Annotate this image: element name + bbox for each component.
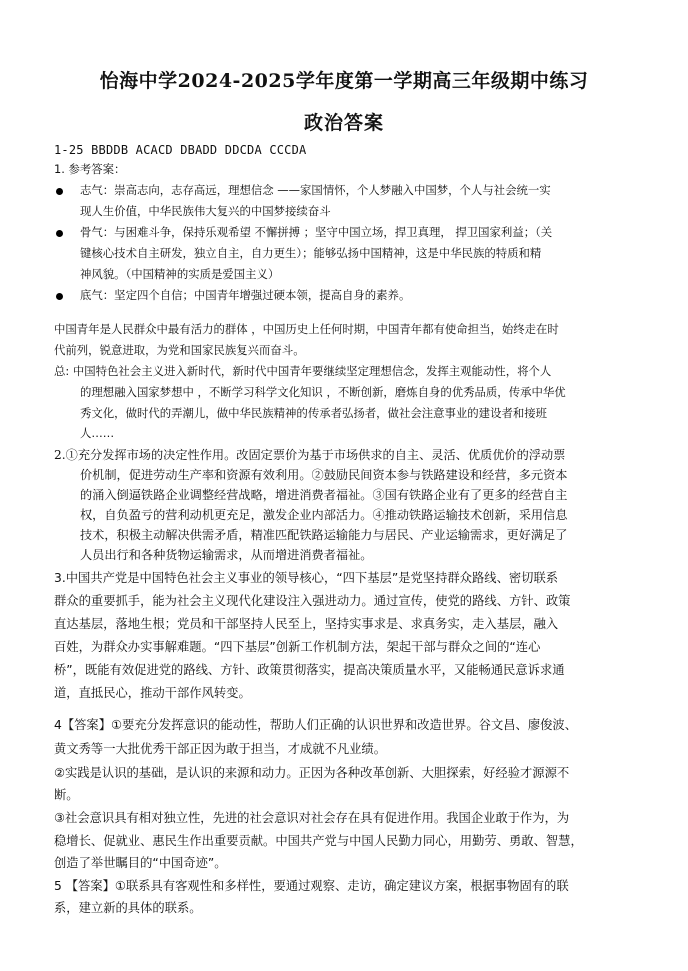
q4-line-1: 4【答案】①要充分发挥意识的能动性，帮助人们正确的认识世界和改造世界。谷文昌、廖俊波、 — [54, 718, 578, 732]
q2-line-2: 价机制，促进劳动生产率和资源有效利用。②鼓励民间资本参与铁路建设和经营，多元资本 — [80, 468, 568, 482]
q1-summary-line-4: 人…… — [80, 426, 115, 440]
bullet-icon — [56, 230, 63, 237]
q1-bullet-2-line-3: 神风貌。（中国精神的实质是爱国主义） — [80, 267, 280, 281]
q5-line-1: 5 【答案】①联系具有客观性和多样性，要通过观察、走访，确定建议方案，根据事物固有的联 — [54, 879, 569, 893]
page-title: 怡海中学2024-2025学年度第一学期高三年级期中练习 — [99, 70, 589, 92]
q4-line-5: ③社会意识具有相对独立性，先进的社会意识对社会存在具有促进作用。我国企业敢于作为，为 — [54, 811, 570, 825]
q4-line-7: 创造了举世瞩目的“中国奇迹”。 — [54, 856, 227, 870]
bullet-icon — [56, 293, 63, 300]
q3-line-1: 3.中国共产党是中国特色社会主义事业的领导核心，“四下基层”是党坚持群众路线、密切联系 — [54, 571, 559, 585]
answer-key-line: 1-25 BBDDB ACACD DBADD DDCDA CCCDA — [54, 143, 307, 157]
q1-bullet-1-line-1: 志气：崇高志向，志存高远，理想信念 ——家国情怀，个人梦融入中国梦，个人与社会统一实 — [80, 183, 551, 197]
q1-bullet-2-line-1: 骨气：与困难斗争，保持乐观希望 不懈拼搏 ；坚守中国立场，捍卫真理， 捍卫国家利益；（关 — [80, 225, 553, 239]
q4-line-4: 断。 — [54, 788, 79, 802]
q1-paragraph-line-1: 中国青年是人民群众中最有活力的群体 ，中国历史上任何时期，中国青年都有使命担当，始终走在时 — [54, 322, 559, 336]
q3-line-4: 百姓，为群众办实事解难题。“四下基层”创新工作机制方法，架起干部与群众之间的“连心 — [54, 640, 541, 654]
q3-line-3: 直达基层，落地生根；党员和干部坚持人民至上，坚持实事求是、求真务实，走入基层，融入 — [54, 617, 559, 631]
q3-line-6: 道，直抵民心，推动干部作风转变。 — [54, 686, 251, 700]
q4-line-6: 稳增长、促就业、惠民生作出重要贡献。中国共产党与中国人民勤力同心，用勤劳、勇敢、智慧， — [54, 834, 583, 848]
q1-bullet-3-line-1: 底气：坚定四个自信；中国青年增强过硬本领，提高自身的素养。 — [80, 288, 411, 302]
q4-line-2: 黄文秀等一大批优秀干部正因为敢于担当，才成就不凡业绩。 — [54, 742, 387, 756]
q2-line-4: 权，自负盈亏的营利动机更充足，激发企业内部活力。④推动铁路运输技术创新，采用信息 — [80, 508, 568, 522]
bullet-icon — [56, 188, 63, 195]
q1-summary-line-1: 总: 中国特色社会主义进入新时代，新时代中国青年要继续坚定理想信念，发挥主观能动性，将个人 — [54, 364, 552, 378]
q3-line-5: 桥”，既能有效促进党的路线、方针、政策贯彻落实，提高决策质量水平，又能畅通民意诉求通 — [54, 663, 565, 677]
q2-line-3: 的涌入倒逼铁路企业调整经营战略，增进消费者福祉。③国有铁路企业有了更多的经营自主 — [80, 488, 568, 502]
q3-line-2: 群众的重要抓手，能为社会主义现代化建设注入强进动力。通过宣传，使党的路线、方针、政策 — [54, 594, 571, 608]
q1-summary-line-2: 的理想融入国家梦想中 ，不断学习科学文化知识 ，不断创新，磨炼自身的优秀品质，传承中华优 — [80, 385, 566, 399]
q2-line-6: 人员出行和各种货物运输需求，从而增进消费者福祉。 — [80, 548, 373, 562]
q2-line-5: 技术，积极主动解决供需矛盾，精准匹配铁路运输能力与居民、产业运输需求，更好满足了 — [80, 528, 568, 542]
q5-line-2: 系，建立新的具体的联系。 — [54, 901, 202, 915]
q1-paragraph-line-2: 代前列，锐意进取，为党和国家民族复兴而奋斗。 — [54, 343, 305, 357]
q1-bullet-1-line-2: 现人生价值，中华民族伟大复兴的中国梦接续奋斗 — [80, 204, 331, 218]
q1-summary-line-3: 秀文化，做时代的弄潮儿，做中华民族精神的传承者弘扬者，做社会注意事业的建设者和接班 — [80, 406, 548, 420]
q1-heading: 1. 参考答案： — [54, 162, 126, 176]
q2-line-1: 2.①充分发挥市场的决定性作用。改固定票价为基于市场供求的自主、灵活、优质优价的浮动票 — [54, 448, 566, 462]
page-subtitle: 政治答案 — [303, 112, 384, 134]
q1-bullet-2-line-2: 键核心技术自主研发，独立自主，自力更生）；能够弘扬中国精神，这是中华民族的特质和精 — [80, 246, 542, 260]
q4-line-3: ②实践是认识的基础，是认识的来源和动力。正因为各种改革创新、大胆探索，好经验才源源不 — [54, 766, 570, 780]
